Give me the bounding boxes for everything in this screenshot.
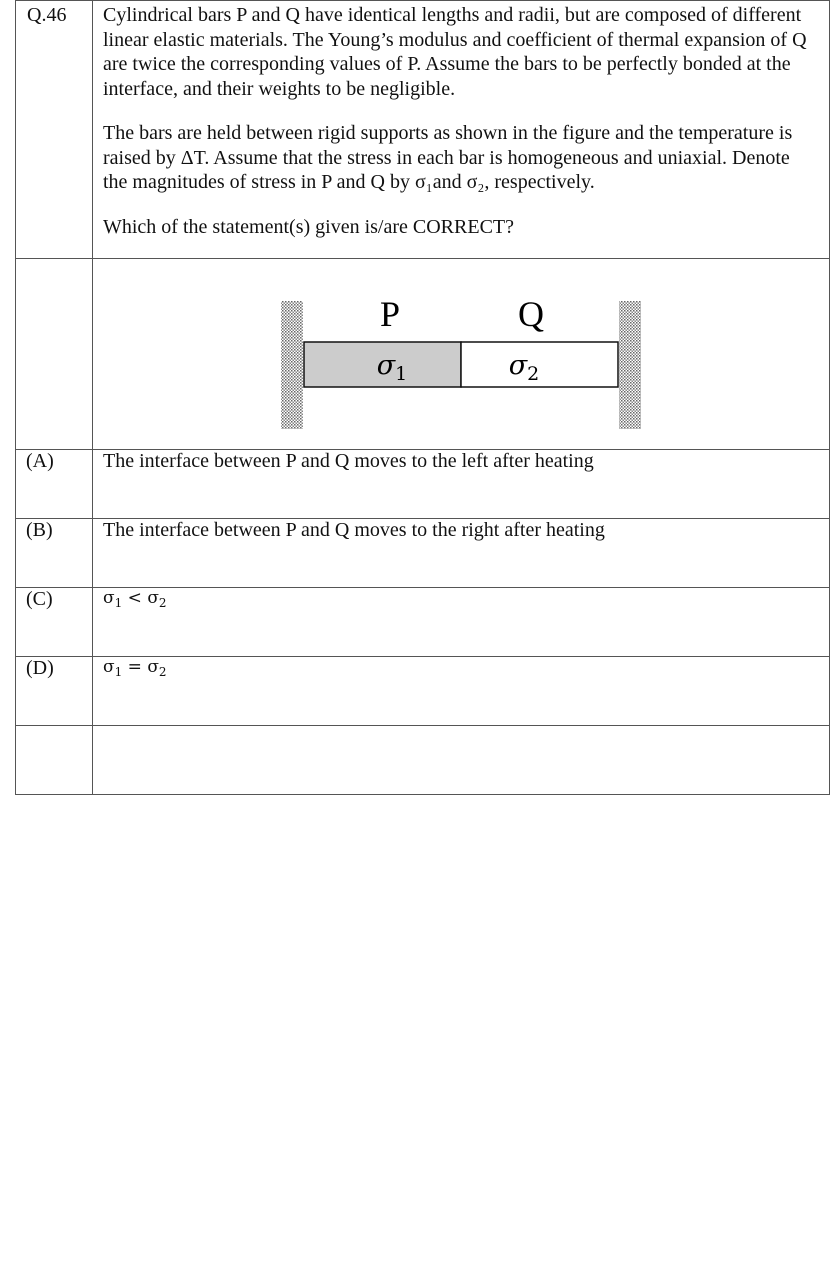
empty-row	[16, 726, 830, 795]
option-text: The interface between P and Q moves to the left after heating	[103, 450, 594, 472]
option-text-cell	[93, 450, 830, 519]
option-label: (C)	[26, 588, 53, 610]
equation-lhs: σ	[103, 657, 115, 677]
option-text-cell	[93, 519, 830, 588]
option-label: (D)	[26, 657, 54, 679]
option-text: The interface between P and Q moves to the right after heating	[103, 519, 605, 541]
option-label: (A)	[26, 450, 54, 472]
question-stem	[93, 1, 829, 239]
equation-rhs: σ	[147, 657, 159, 677]
option-text-cell	[93, 588, 830, 657]
figure-number-cell	[16, 259, 93, 450]
option-equation	[93, 588, 167, 608]
bar-p-stress-symbol: σ	[376, 350, 396, 381]
question-stem-cell	[93, 1, 830, 259]
equation-operator: =	[122, 657, 148, 677]
option-label-cell	[16, 588, 93, 657]
stem-paragraph-1: Cylindrical bars P and Q have identical lengths and radii, but are composed of different linear elastic materials. The Young’s modulus and coefficient of thermal expansion of Q are twice the corresponding values of P. Assume the bars to be perfectly bonded at the interface, and their weights to be negligible.	[103, 4, 807, 100]
question-number-cell	[16, 1, 93, 259]
equation-lhs-subscript: 1	[114, 596, 123, 610]
bar-q-stress-symbol: σ	[508, 350, 528, 381]
option-text-cell	[93, 657, 830, 726]
bar-diagram	[93, 259, 830, 449]
equation-rhs: σ	[147, 588, 159, 608]
option-row-d	[16, 657, 830, 726]
bar-q-stress-subscript: 2	[527, 363, 540, 385]
right-rigid-support	[619, 301, 641, 429]
stem-paragraph-3: Which of the statement(s) given is/are CORRECT?	[103, 215, 515, 238]
empty-cell	[16, 726, 93, 795]
equation-rhs-subscript: 2	[158, 596, 167, 610]
equation-lhs-subscript: 1	[114, 665, 123, 679]
option-label-cell	[16, 657, 93, 726]
question-number: Q.46	[27, 4, 67, 26]
bar-q-label: Q	[518, 294, 544, 334]
option-row-b	[16, 519, 830, 588]
bar-q	[461, 342, 618, 387]
left-rigid-support	[281, 301, 303, 429]
empty-cell	[93, 726, 830, 795]
option-row-c	[16, 588, 830, 657]
equation-rhs-subscript: 2	[158, 665, 167, 679]
question-row	[16, 1, 830, 259]
stem-paragraph-2: The bars are held between rigid supports as shown in the figure and the temperature is raised by ΔT. Assume that the stress in each bar is homogeneous and uniaxial. Denote the magnitudes of stress in P and Q by σ₁and σ₂, respectively.	[103, 122, 793, 193]
figure-row	[16, 259, 830, 450]
question-table	[15, 0, 830, 795]
figure-cell	[93, 259, 830, 450]
equation-operator: <	[122, 588, 148, 608]
equation-lhs: σ	[103, 588, 115, 608]
option-label-cell	[16, 450, 93, 519]
option-label-cell	[16, 519, 93, 588]
option-row-a	[16, 450, 830, 519]
option-label: (B)	[26, 519, 53, 541]
bar-p-label: P	[379, 294, 401, 334]
option-equation	[93, 657, 167, 677]
bar-p-stress-subscript: 1	[395, 363, 408, 385]
bar-figure	[93, 259, 829, 449]
